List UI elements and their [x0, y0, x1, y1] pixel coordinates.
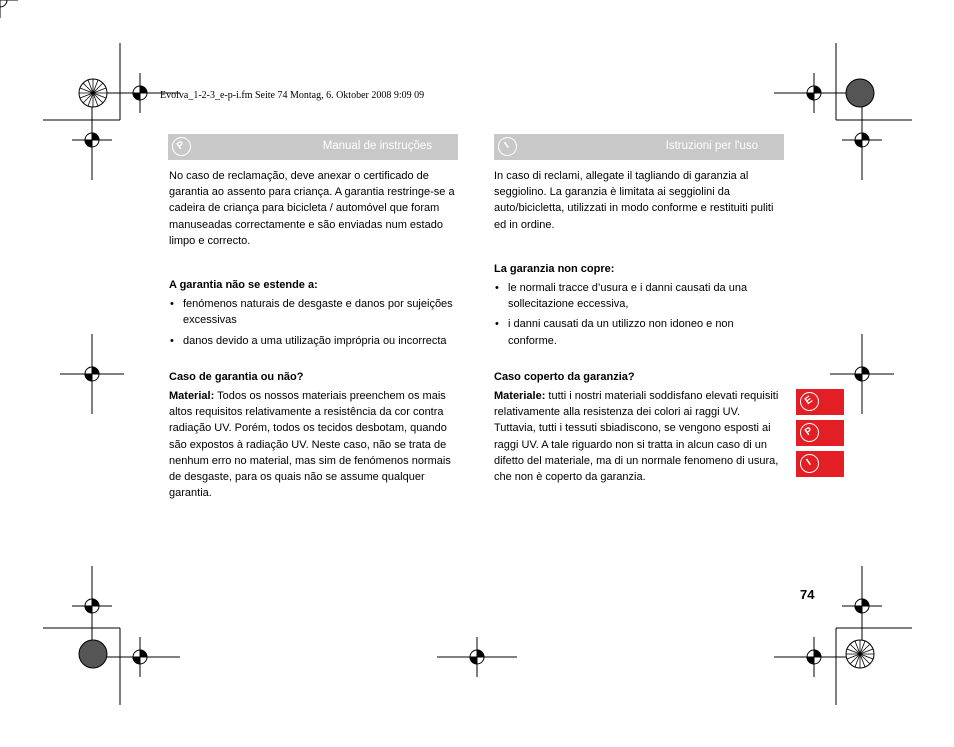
left-material-text: Todos os nossos materiais preenchem os mais altos requisitos relativamente a resistência da cor contra radiação UV. Porém, todos os tecidos desbotam, quando são expostos à radiação UV. Neste caso, não se trata de nenhum erro no material, mas sim de fenómenos normais de desgaste, para os quais não se assume qualquer garantia.	[169, 390, 451, 500]
tab-badge: I	[796, 450, 822, 476]
right-column	[494, 168, 784, 485]
list-item: • i danni causati da un utilizzo non idoneo e non conforme.	[494, 316, 784, 348]
right-material-label: Materiale:	[494, 390, 546, 403]
left-material-paragraph	[169, 388, 459, 501]
left-column	[169, 168, 459, 501]
tab-badge: P	[796, 419, 822, 445]
list-item: • danos devido a uma utilização imprópria ou incorrecta	[169, 333, 459, 349]
right-exclusions-heading: La garanzia non copre:	[494, 262, 615, 275]
right-case-heading: Caso coperto da garanzia?	[494, 370, 635, 383]
right-header-label: Istruzioni per l'uso	[665, 140, 758, 152]
right-material-paragraph	[494, 388, 784, 485]
language-badge-p: P	[168, 133, 194, 159]
language-tab-p	[796, 420, 844, 446]
left-header-label: Manual de instruções	[322, 140, 432, 152]
list-item: • le normali tracce d’usura e i danni causati da una sollecitazione eccessiva,	[494, 280, 784, 312]
left-column-header	[168, 134, 458, 160]
left-intro: No caso de reclamação, deve anexar o certificado de garantia ao assento para criança. A garantia restringe-se a cadeira de criança para bicicleta / automóvel que foram manuseadas correctamente e são enviadas num estado limpo e correcto.	[169, 170, 455, 247]
right-material-text: tutti i nostri materiali soddisfano elevati requisiti relativamente alla resistenza dei colori ai raggi UV. Tuttavia, tutti i tessuti sbiadiscono, se vengono esposti ai raggi UV. A tale riguardo non si tratta in alcun caso di un difetto del materiale, ma di un normale fenomeno di usura, che non è coperto da garanzia.	[494, 390, 779, 484]
right-intro: In caso di reclami, allegate il tagliando di garanzia al seggiolino. La garanzia è limitata ai seggiolini da auto/bicicletta, utilizzati in modo conforme e restituiti puliti ed in ordine.	[494, 170, 774, 231]
left-exclusions-list	[169, 296, 459, 349]
print-header: Evolva_1-2-3_e-p-i.fm Seite 74 Montag, 6. Oktober 2008 9:09 09	[160, 90, 425, 101]
left-case-heading: Caso de garantia ou não?	[169, 370, 304, 383]
right-column-header	[494, 134, 784, 160]
left-material-label: Material:	[169, 390, 215, 403]
page-number: 74	[800, 587, 815, 602]
language-tab-e	[796, 389, 844, 415]
left-exclusions-heading: A garantia não se estende a:	[169, 279, 318, 292]
list-item: • fenómenos naturais de desgaste e danos por sujeições excessivas	[169, 296, 459, 328]
language-tab-i	[796, 451, 844, 477]
language-badge-i: I	[494, 133, 520, 159]
tab-badge: E	[796, 388, 822, 414]
right-exclusions-list	[494, 280, 784, 349]
